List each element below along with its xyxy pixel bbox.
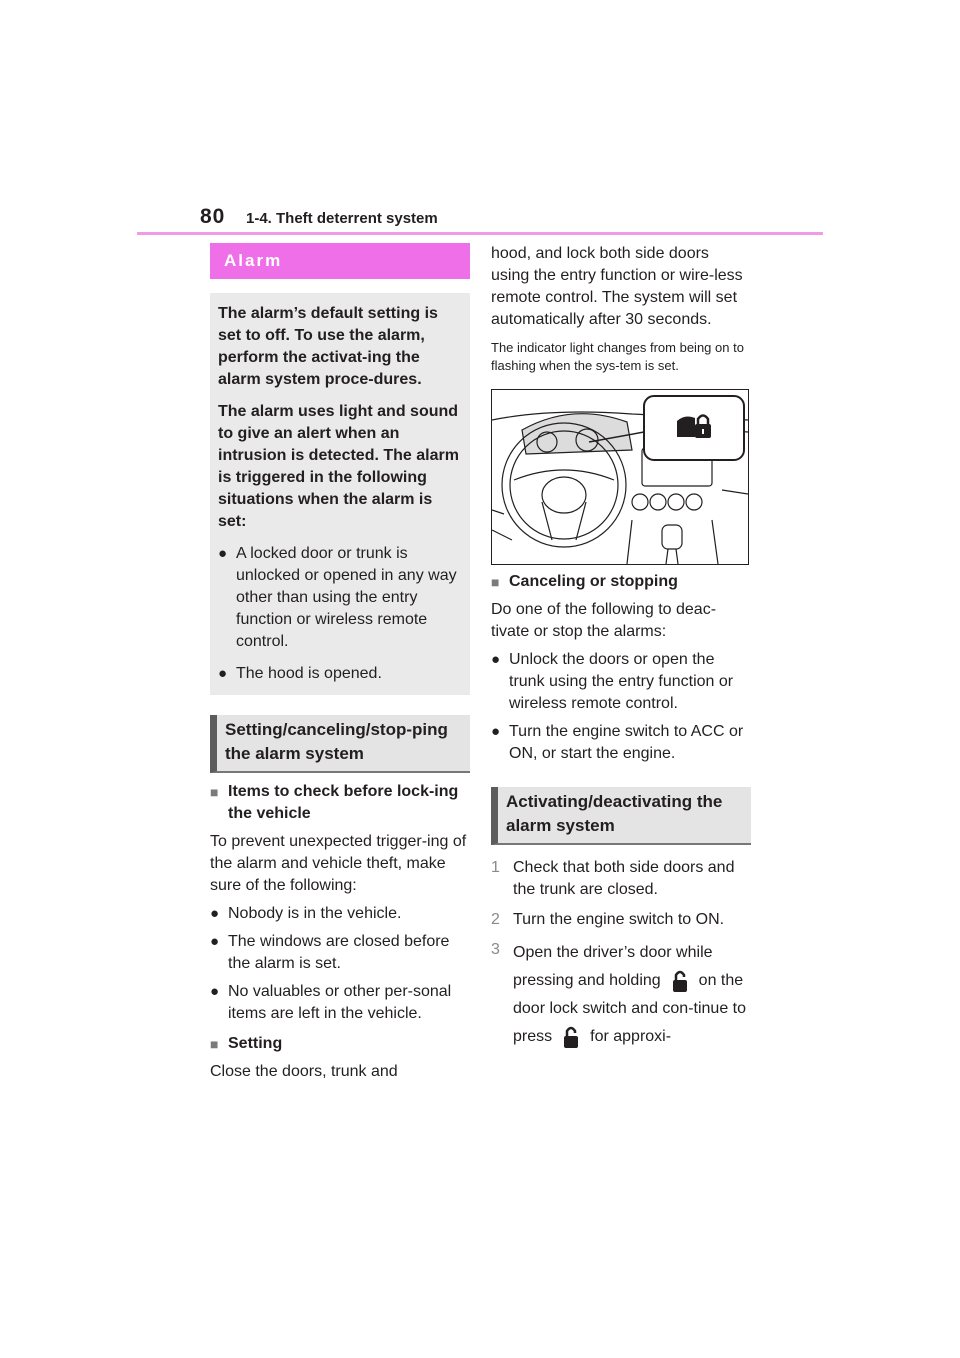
activating-heading: Activating/deactivating the alarm system [491,787,751,845]
header-rule [137,232,823,235]
alarm-heading: Alarm [210,243,470,279]
section-title: 1-4. Theft deterrent system [246,210,438,227]
list-item-text: Turn the engine switch to ACC or ON, or start the engine. [509,723,744,762]
list-item [218,663,463,685]
setting-heading [210,1033,470,1055]
box-paragraph: The alarm uses light and sound to give an alert when an intrusion is detected. The alarm is triggered in the following situations when the alarm is set: [218,403,459,530]
list-item [491,721,751,765]
bullet-icon: ● [210,905,220,922]
step-text-part: for approxi- [590,1028,672,1045]
items-intro: To prevent unexpected trigger-ing of the alarm and vehicle theft, make sure of the following: [210,833,467,894]
list-item-text: No valuables or other per-sonal items are left in the vehicle. [228,983,452,1022]
left-column [210,243,470,1083]
list-item [210,931,470,975]
list-item-text: Nobody is in the vehicle. [228,905,402,922]
setting-heading-text: Setting [228,1035,283,1052]
dashboard-drawing [492,390,748,564]
setting-text: Close the doors, trunk and [210,1063,398,1080]
square-bullet-icon: ■ [491,574,500,590]
box-paragraph: The alarm’s default setting is set to off. To use the alarm, perform the activat-ing the alarm system proce-dures. [218,305,438,388]
bullet-icon: ● [218,665,228,682]
page-number: 80 [200,205,226,228]
list-item-text: A locked door or trunk is unlocked or opened in any way other than using the entry function or wireless remote control. [236,545,457,650]
dashboard-illustration [491,389,749,565]
alarm-info-box [210,293,470,695]
bullet-icon: ● [491,723,501,740]
step-item [491,939,751,1051]
step-item [491,857,751,901]
square-bullet-icon: ■ [210,784,219,800]
step-number: 1 [491,859,500,876]
list-item [218,543,463,653]
lock-icon [558,1024,584,1050]
list-item [210,903,470,925]
list-item-text: Unlock the doors or open the trunk using the entry function or wireless remote control. [509,651,734,712]
square-bullet-icon: ■ [210,1036,219,1052]
step-number: 2 [491,911,500,928]
list-item [210,981,470,1025]
items-check-heading [210,781,470,825]
setting-canceling-heading: Setting/canceling/stop-ping the alarm system [210,715,470,773]
step-text [513,939,751,1051]
canceling-heading-text: Canceling or stopping [509,573,678,590]
list-item-text: The windows are closed before the alarm is set. [228,933,450,972]
list-item-text: The hood is opened. [236,665,382,682]
lock-icon [667,968,693,994]
step-text: Turn the engine switch to ON. [513,911,725,928]
step-number: 3 [491,941,500,958]
step-text: Check that both side doors and the trunk are closed. [513,859,735,898]
bullet-icon: ● [218,545,228,562]
list-item [491,649,751,715]
bullet-icon: ● [491,651,501,668]
items-check-heading-text: Items to check before lock-ing the vehicle [228,783,459,822]
canceling-heading [491,571,751,593]
canceling-intro: Do one of the following to deac-tivate or stop the alarms: [491,601,717,640]
indicator-note: The indicator light changes from being on to flashing when the sys-tem is set. [491,340,744,373]
right-column [491,243,751,1051]
bullet-icon: ● [210,983,220,1000]
step-item [491,909,751,931]
step-text-part: on the door lock switch and con-tinue to press [513,972,747,1045]
setting-text-continued: hood, and lock both side doors using the entry function or wire-less remote control. The system will set automatically after 30 seconds. [491,245,743,328]
step-text-part: Open the driver’s door while pressing and holding [513,944,713,989]
bullet-icon: ● [210,933,220,950]
